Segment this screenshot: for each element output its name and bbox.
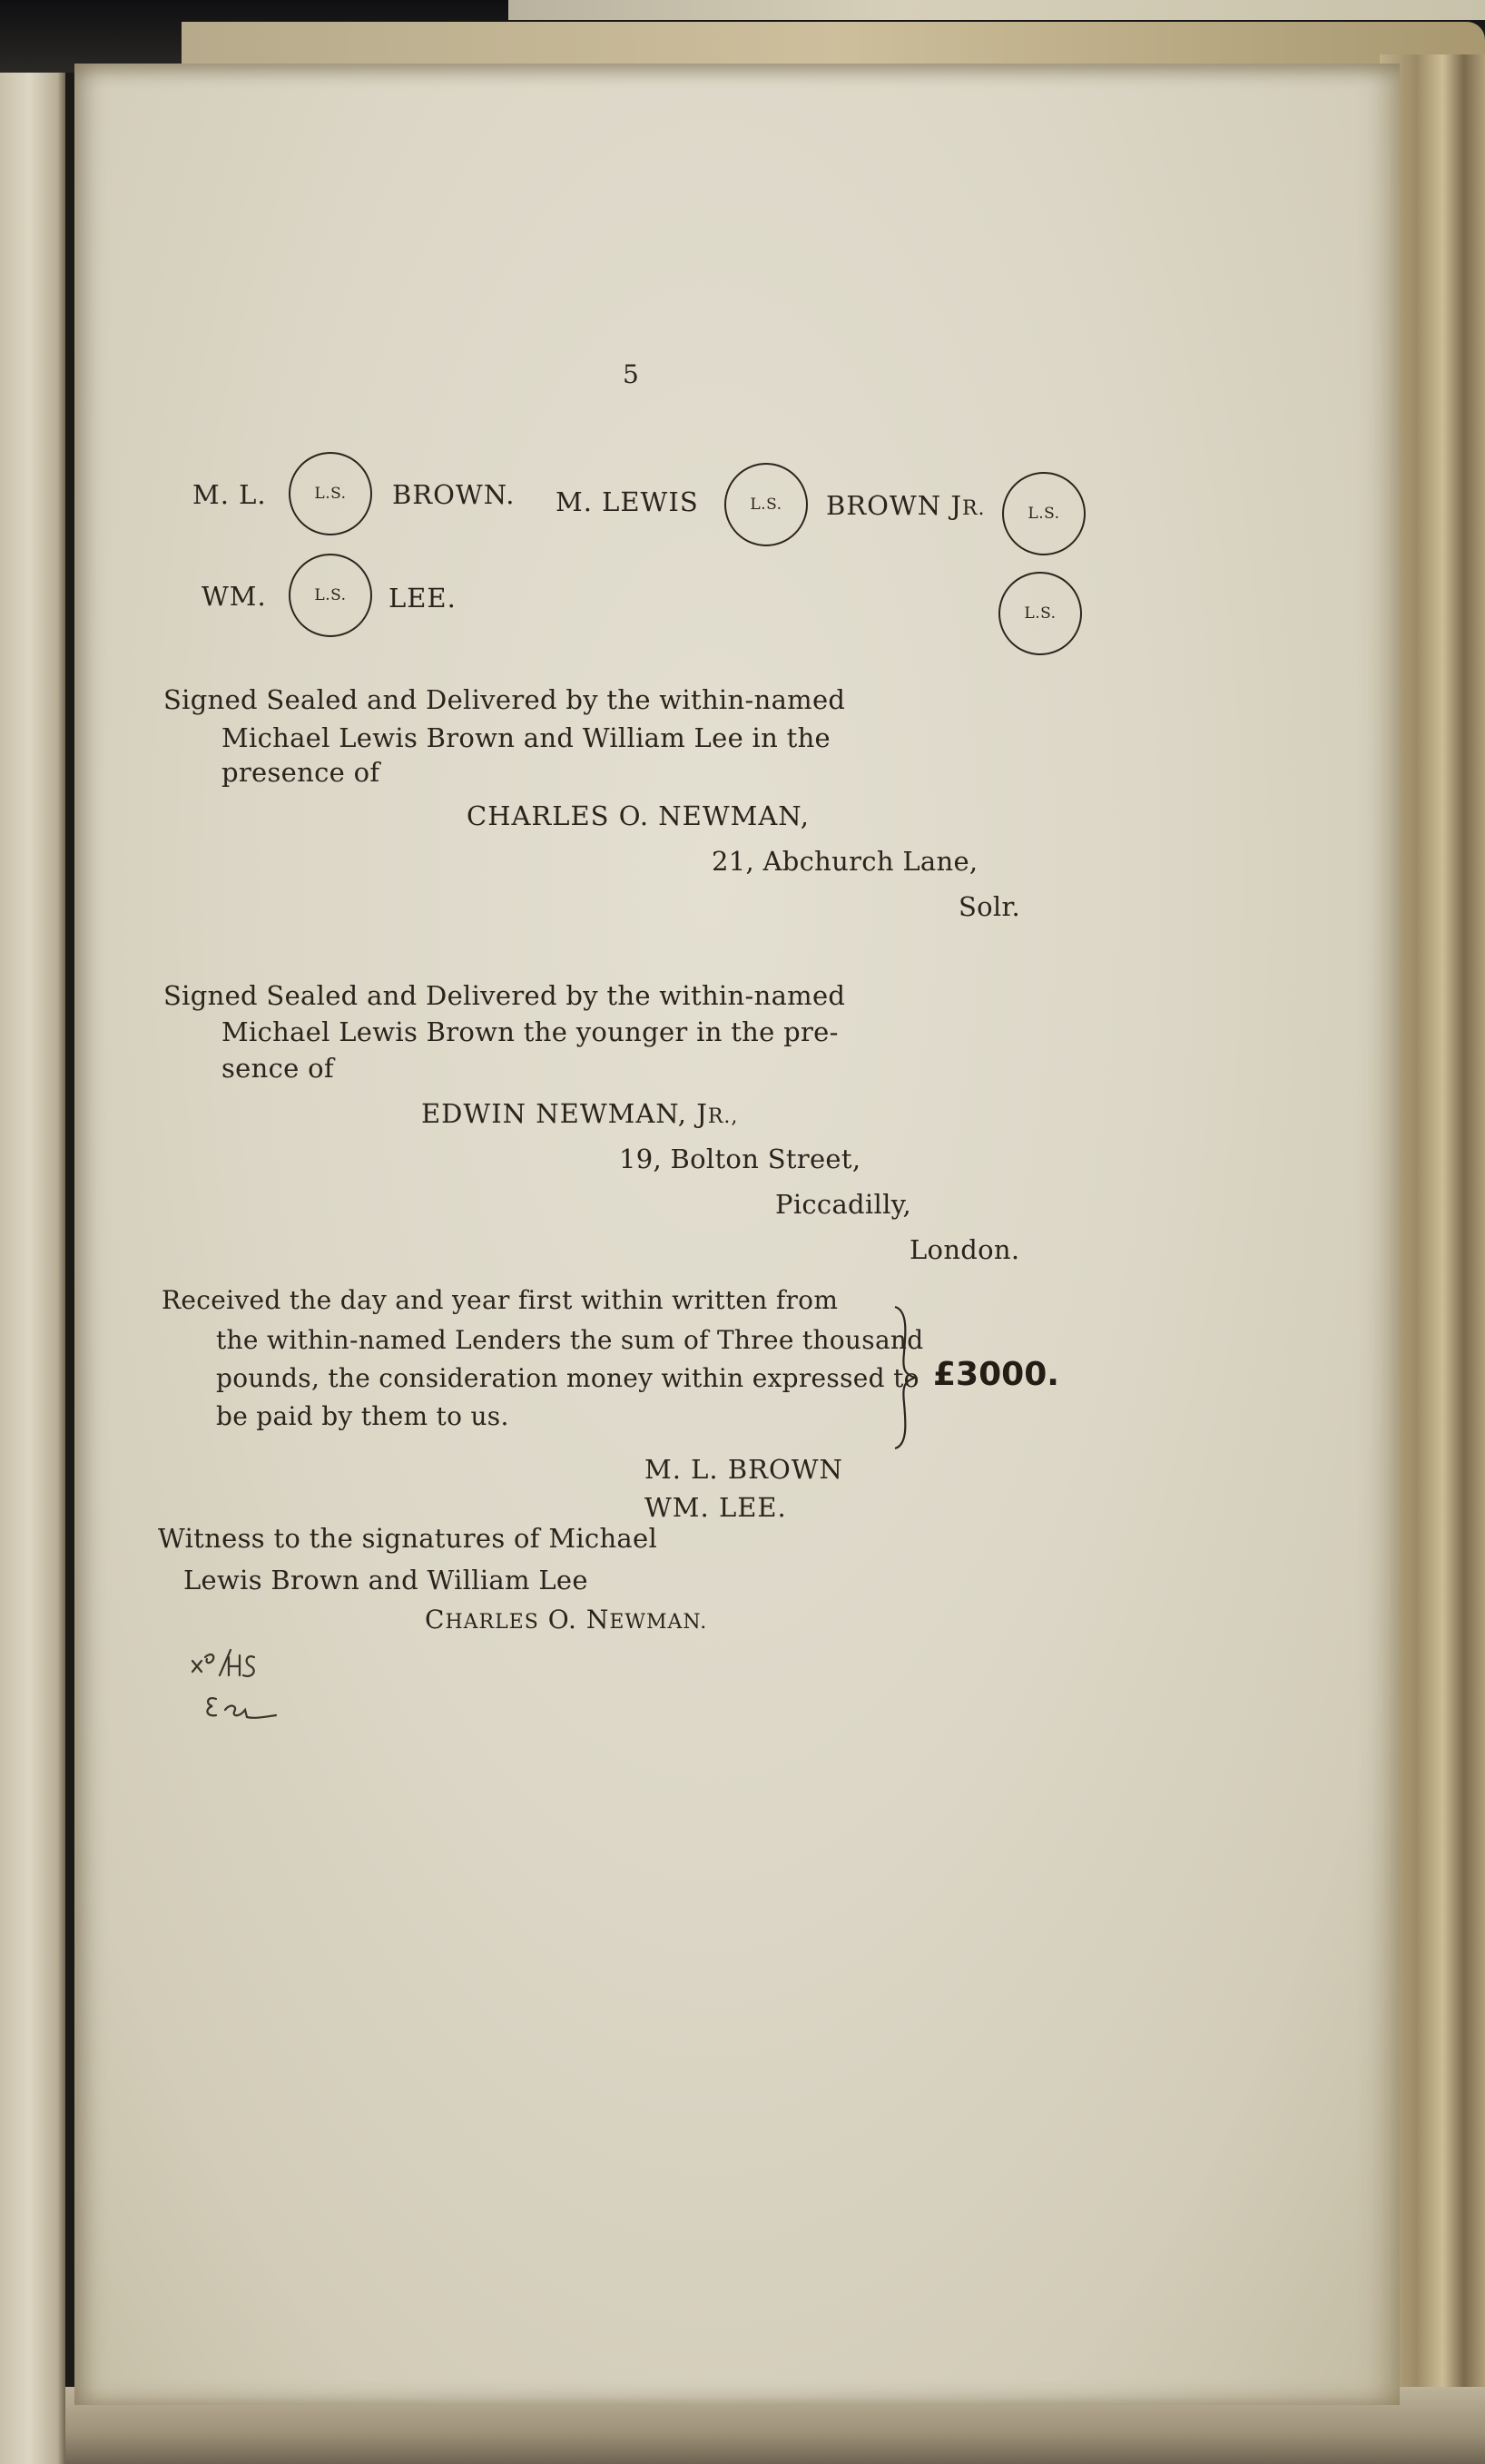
receipt-line-1: Received the day and year first within written from xyxy=(162,1285,839,1315)
seal-1: L.S. xyxy=(289,452,372,535)
left-facing-page xyxy=(0,73,65,2464)
signer-2-forename: M. LEWIS xyxy=(556,486,699,517)
witness-1-name: CHARLES O. NEWMAN, xyxy=(467,800,811,831)
witness-note-line-1: Witness to the signatures of Michael xyxy=(158,1523,658,1554)
receipt-amount: £3000. xyxy=(933,1356,1059,1393)
signer-1-initials: M. L. xyxy=(192,479,267,510)
seal-4: L.S. xyxy=(289,554,372,637)
page-number: 5 xyxy=(623,359,640,389)
witness-note-line-2: Lewis Brown and William Lee xyxy=(183,1565,588,1595)
handwritten-annotation xyxy=(189,1639,289,1730)
seal-5: L.S. xyxy=(998,572,1082,655)
attestation-2-line-1: Signed Sealed and Delivered by the within-named xyxy=(163,980,846,1011)
attestation-1-line-2: Michael Lewis Brown and William Lee in the xyxy=(221,722,831,753)
receipt-line-4: be paid by them to us. xyxy=(216,1401,509,1431)
seal-3: L.S. xyxy=(1002,472,1086,555)
receipt-line-3: pounds, the consideration money within expressed to xyxy=(216,1363,920,1393)
receipt-signer-1: M. L. BROWN xyxy=(644,1454,843,1485)
seal-2: L.S. xyxy=(724,463,808,546)
witness-1-address-line-1: 21, Abchurch Lane, xyxy=(712,846,979,877)
signer-1-surname: BROWN. xyxy=(392,479,516,510)
attestation-1-line-1: Signed Sealed and Delivered by the within-named xyxy=(163,684,846,715)
attestation-2-line-2: Michael Lewis Brown the younger in the pre- xyxy=(221,1016,839,1047)
receipt-signer-2: WM. LEE. xyxy=(644,1492,787,1523)
witness-2-name: EDWIN NEWMAN, JR., xyxy=(421,1098,739,1129)
document-page xyxy=(74,64,1400,2405)
witness-2-address-line-1: 19, Bolton Street, xyxy=(619,1144,861,1174)
attestation-2-line-3: sence of xyxy=(221,1053,334,1084)
receipt-brace xyxy=(891,1305,919,1450)
attestation-1-line-3: presence of xyxy=(221,757,380,788)
witness-2-address-line-2: Piccadilly, xyxy=(775,1189,911,1220)
signer-3-forename: WM. xyxy=(202,581,267,612)
witness-1-address-line-2: Solr. xyxy=(959,891,1020,922)
signer-3-surname: LEE. xyxy=(388,583,457,614)
signer-2-surname: BROWN JR. xyxy=(826,490,986,521)
witness-note-name: CHARLES O. NEWMAN. xyxy=(425,1605,708,1634)
receipt-line-2: the within-named Lenders the sum of Three thousand xyxy=(216,1325,924,1355)
page-edge-top xyxy=(508,0,1485,20)
witness-2-address-line-3: London. xyxy=(910,1234,1020,1265)
